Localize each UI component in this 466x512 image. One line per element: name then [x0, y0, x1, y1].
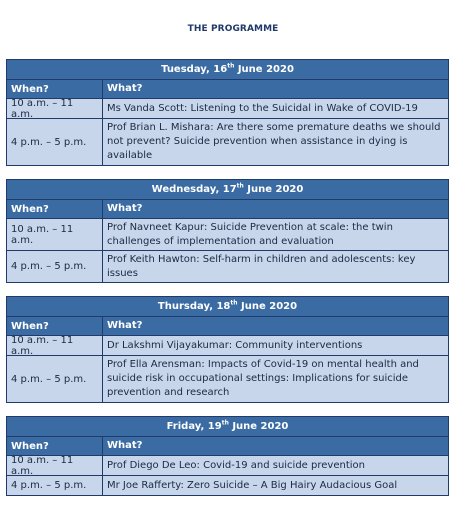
- session-title: Prof Ella Arensman: Impacts of Covid-19 on mental health and suicide risk in occupational settings: Implications for suicide prevention and research: [107, 359, 419, 398]
- session-row: [7, 251, 448, 282]
- day-table-tuesday: [6, 59, 449, 166]
- what-header: What?: [107, 440, 143, 451]
- session-row: [7, 476, 448, 495]
- day-table-wednesday: [6, 179, 449, 283]
- session-row: [7, 99, 448, 119]
- page-title: THE PROGRAMME: [187, 24, 279, 34]
- when-header: When?: [7, 80, 103, 98]
- session-row: [7, 119, 448, 165]
- session-time: 10 a.m. – 11 a.m.: [7, 219, 103, 250]
- session-title: Mr Joe Rafferty: Zero Suicide – A Big Hairy Audacious Goal: [107, 479, 398, 491]
- day-heading: Tuesday, 16th June 2020: [7, 60, 448, 80]
- when-header: When?: [7, 317, 103, 335]
- session-time: 10 a.m. – 11 a.m.: [7, 456, 103, 475]
- column-header-row: [7, 437, 448, 456]
- session-row: [7, 356, 448, 402]
- session-time: 10 a.m. – 11 a.m.: [7, 336, 103, 355]
- day-table-thursday: [6, 296, 449, 403]
- day-table-friday: [6, 416, 449, 496]
- session-title: Prof Diego De Leo: Covid-19 and suicide prevention: [107, 459, 365, 471]
- session-title: Dr Lakshmi Vijayakumar: Community interventions: [107, 339, 363, 351]
- session-row: [7, 219, 448, 251]
- session-time: 10 a.m. – 11 a.m.: [7, 99, 103, 118]
- day-heading: Wednesday, 17th June 2020: [7, 180, 448, 200]
- session-row: [7, 456, 448, 476]
- session-time: 4 p.m. – 5 p.m.: [7, 476, 103, 495]
- column-header-row: [7, 317, 448, 336]
- what-header: What?: [107, 83, 143, 94]
- session-row: [7, 336, 448, 356]
- when-header: When?: [7, 200, 103, 218]
- what-header: What?: [107, 320, 143, 331]
- when-header: When?: [7, 437, 103, 455]
- day-heading: Friday, 19th June 2020: [7, 417, 448, 437]
- session-title: Prof Brian L. Mishara: Are there some premature deaths we should not prevent? Suicide prevention when assistance in dying is available: [107, 122, 441, 161]
- column-header-row: [7, 200, 448, 219]
- column-header-row: [7, 80, 448, 99]
- session-time: 4 p.m. – 5 p.m.: [7, 119, 103, 165]
- day-heading: Thursday, 18th June 2020: [7, 297, 448, 317]
- session-time: 4 p.m. – 5 p.m.: [7, 251, 103, 282]
- session-title: Prof Keith Hawton: Self-harm in children and adolescents: key issues: [107, 253, 416, 279]
- what-header: What?: [107, 203, 143, 214]
- session-title: Ms Vanda Scott: Listening to the Suicidal in Wake of COVID-19: [107, 102, 418, 114]
- session-title: Prof Navneet Kapur: Suicide Prevention at scale: the twin challenges of implementation and evaluation: [107, 221, 393, 247]
- session-time: 4 p.m. – 5 p.m.: [7, 356, 103, 402]
